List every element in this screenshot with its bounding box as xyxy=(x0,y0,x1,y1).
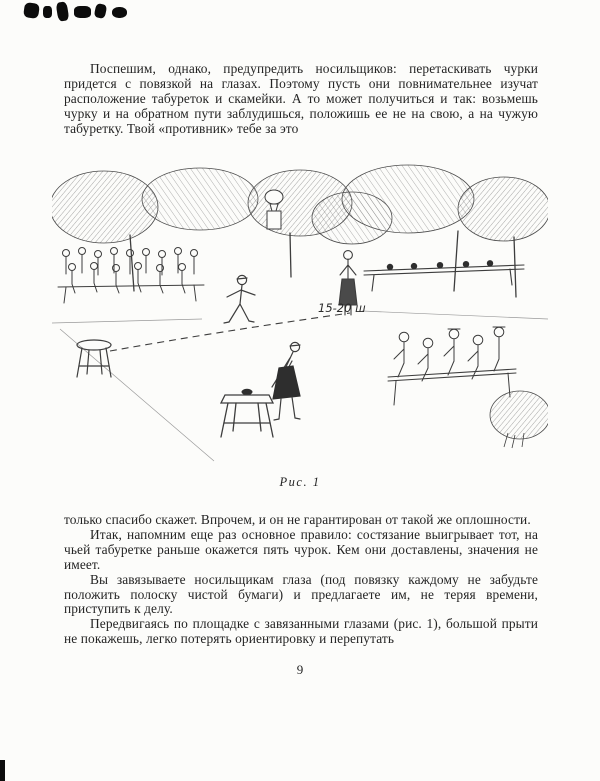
distance-dashed-line xyxy=(110,313,350,351)
scan-artifact xyxy=(23,2,40,19)
illustration-figure-1 xyxy=(52,163,548,465)
page-number: 9 xyxy=(296,662,304,677)
figure-caption: Рис. 1 xyxy=(279,475,321,489)
paragraph: Передвигаясь по площадке с завязанными глазами (рис. 1), большой прыти не покажешь, легко потерять ориентировку и перепутать xyxy=(64,616,538,647)
ground-lines xyxy=(52,311,548,461)
figure-distance-label: 15-20 ш xyxy=(318,301,366,315)
spectators-right xyxy=(388,327,516,405)
scan-artifact xyxy=(43,6,52,18)
scan-artifact xyxy=(0,760,5,781)
blindfolded-walker xyxy=(224,275,255,323)
scan-artifact xyxy=(74,6,91,18)
paragraph: Поспешим, однако, предупредить носильщиков: перетаскивать чурки придется с повязкой на глазах. Поэтому пусть они повнимательнее изучат расположение табуреток и скамейки. А то может получиться и так: возьмешь чурку и на обратном пути заблудишься, положишь ее не на свою, а на чужую табуретку. Твой «противник» тебе за это xyxy=(64,61,538,136)
scan-artifact xyxy=(94,3,108,19)
tree-trunks xyxy=(130,231,516,297)
chock-bench xyxy=(364,260,524,291)
paragraph: Вы завязываете носильщикам глаза (под повязку каждому не забудьте положить полоску чистой бумаги) и предлагаете им, не теряя времени, приступить к делу. xyxy=(64,571,538,617)
body-text-bottom xyxy=(64,513,538,647)
scan-artifact xyxy=(112,7,127,18)
stool-center xyxy=(221,389,273,437)
trees-foliage xyxy=(52,165,548,244)
paragraph: Итак, напомним еще раз основное правило: состязание выигрывает тот, на чьей табуретке раньше окажется пять чурок. Кем они доставлены, значения не имеет. xyxy=(64,526,538,572)
body-text-top xyxy=(64,62,538,137)
bush xyxy=(490,391,548,448)
scan-artifact xyxy=(56,1,70,21)
paragraph: только спасибо скажет. Впрочем, и он не гарантирован от такой же оплошности. xyxy=(64,512,531,527)
blindfolded-woman xyxy=(272,342,300,420)
